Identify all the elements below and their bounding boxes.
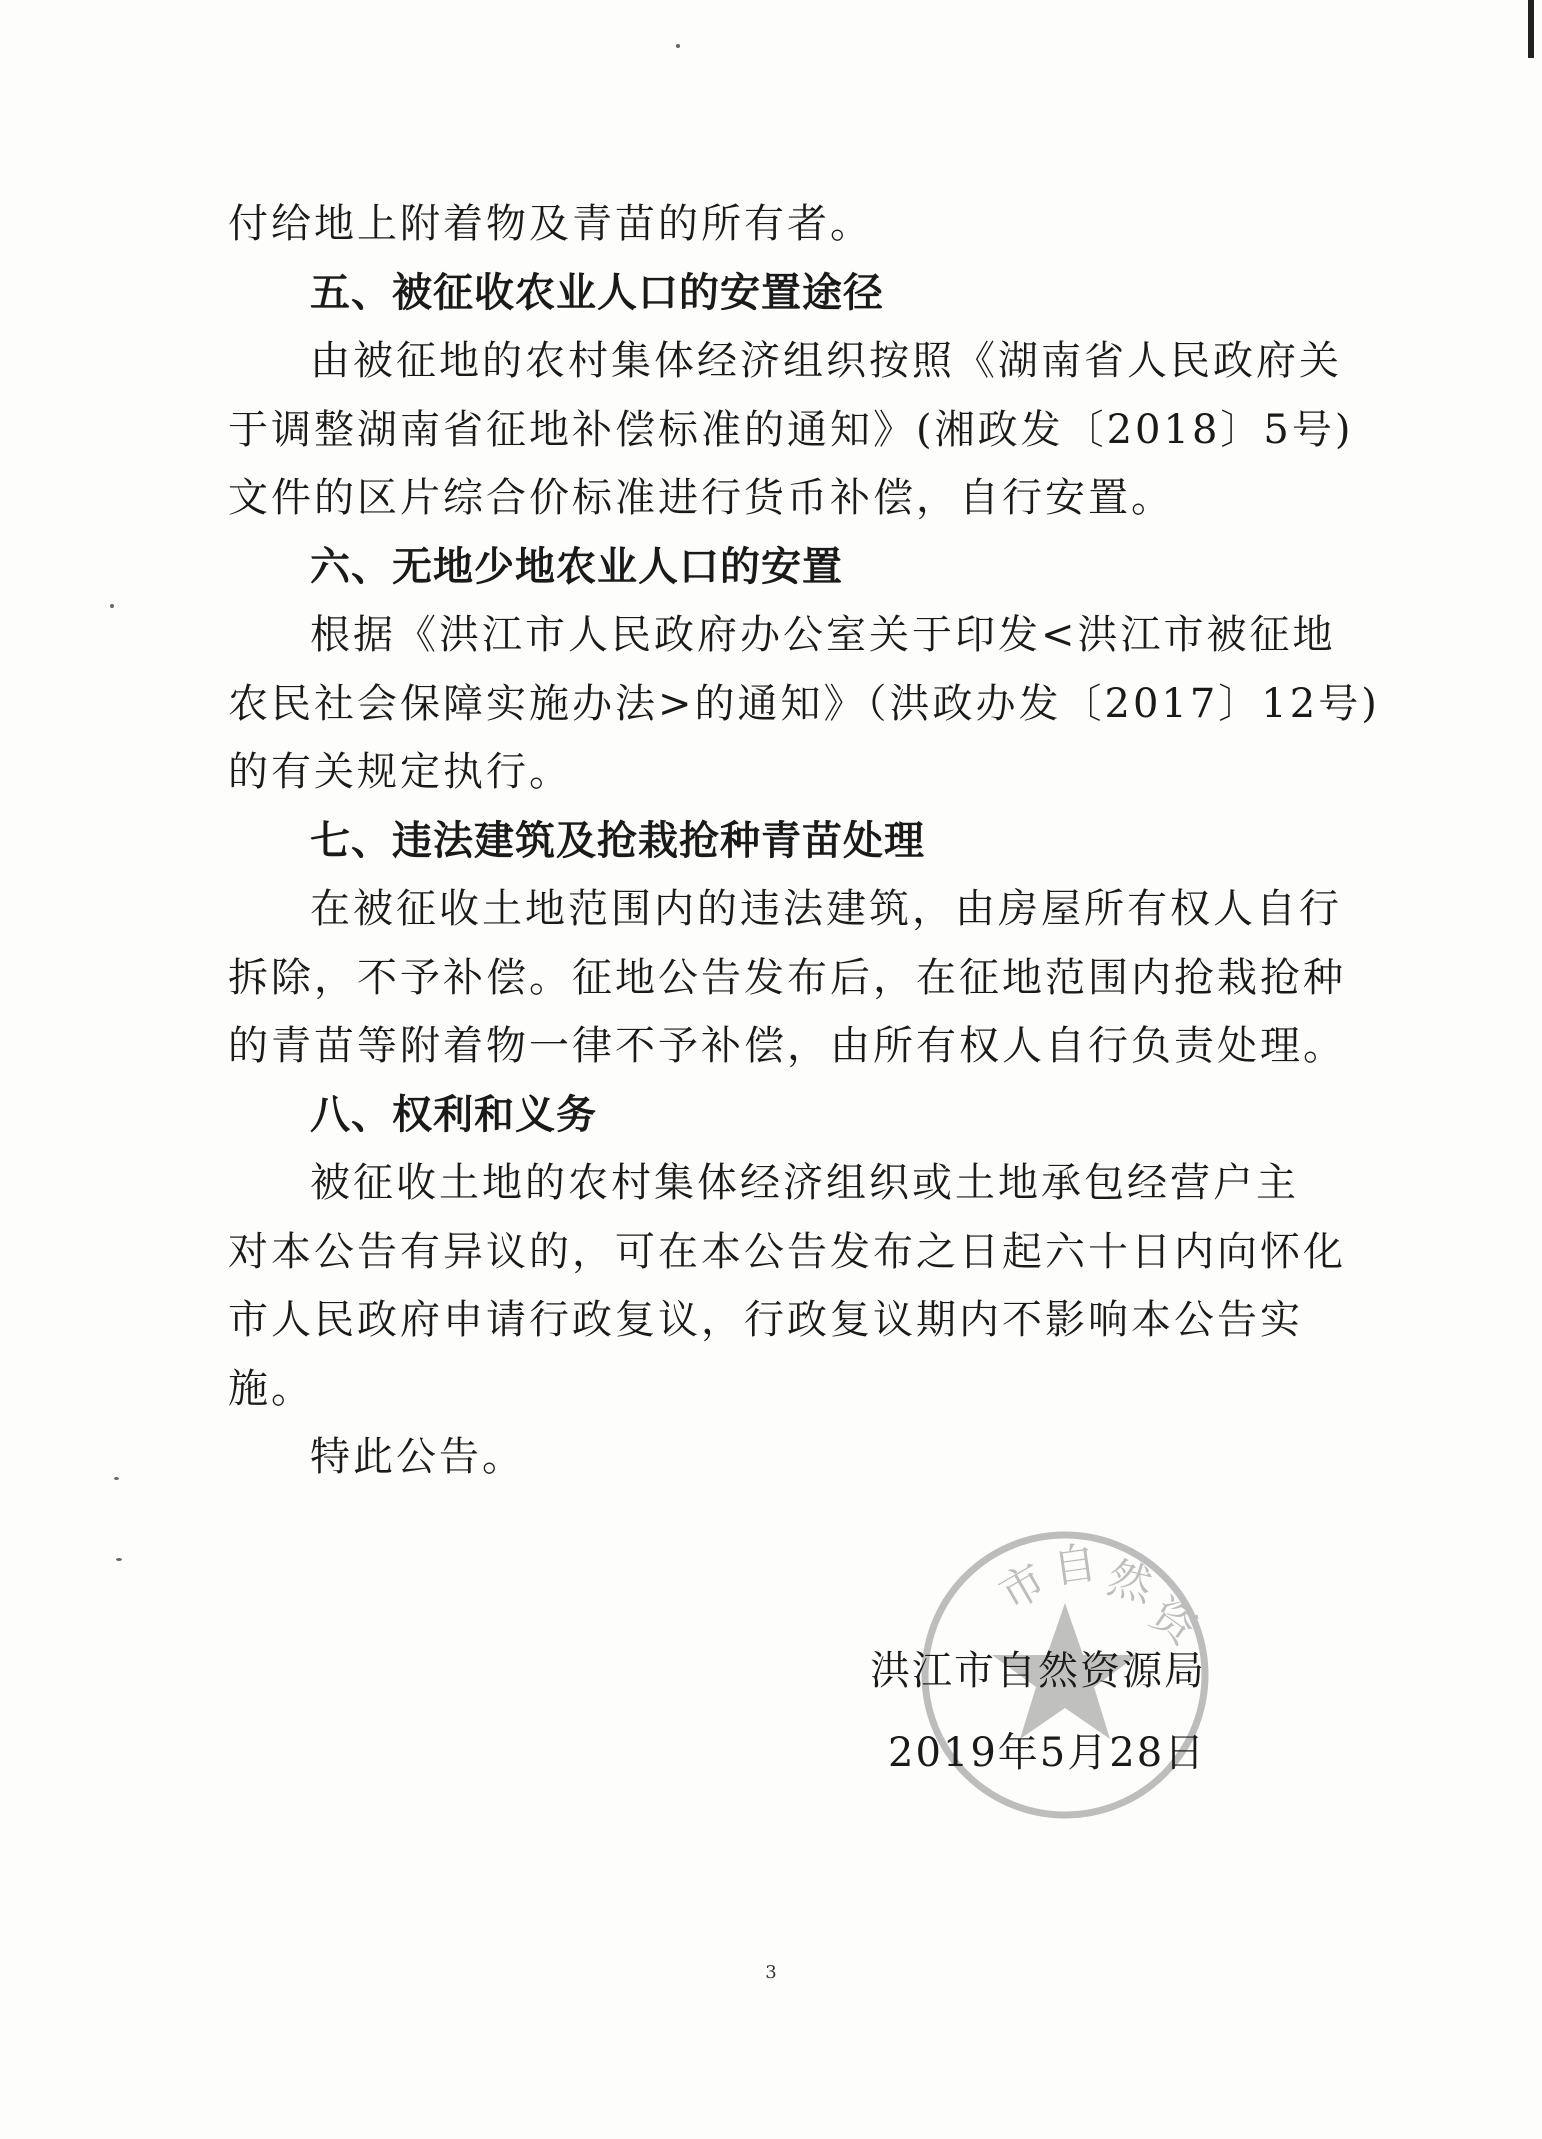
svg-text:然: 然 [1102,1552,1158,1613]
issue-date: 2019年5月28日 [888,1730,1207,1776]
section-6-line-1: 根据《洪江市人民政府办公室关于印发<洪江市被征地 [310,612,1336,658]
section-7-line-1: 在被征收土地范围内的违法建筑，由房屋所有权人自行 [310,886,1342,932]
section-heading-6: 六、无地少地农业人口的安置 [310,543,843,590]
section-heading-7: 七、违法建筑及抢栽抢种青苗处理 [310,817,925,864]
svg-text:自: 自 [1049,1537,1101,1594]
section-6-line-2: 农民社会保障实施办法>的通知》（洪政办发〔2017〕12号) [228,680,1380,727]
page-number: 3 [765,1962,777,1983]
scan-speck [676,44,680,48]
scan-speck [116,1558,122,1561]
section-7-line-3: 的青苗等附着物一律不予补偿，由所有权人自行负责处理。 [228,1023,1346,1069]
section-7-line-2: 拆除，不予补偿。征地公告发布后，在征地范围内抢栽抢种 [228,954,1346,1001]
section-5-line-1: 由被征地的农村集体经济组织按照《湖南省人民政府关 [310,338,1342,384]
section-8-line-1: 被征收土地的农村集体经济组织或土地承包经营户主 [310,1160,1299,1206]
signature-block [870,1630,1230,1794]
section-8-line-3: 市人民政府申请行政复议，行政复议期内不影响本公告实 [228,1297,1303,1343]
svg-text:市: 市 [991,1554,1055,1621]
section-heading-8: 八、权利和义务 [310,1091,597,1138]
section-5-line-3: 文件的区片综合价标准进行货币补偿，自行安置。 [228,475,1174,521]
svg-text:资: 资 [1140,1588,1206,1656]
scan-speck [114,1477,119,1480]
scan-edge-mark [1528,0,1534,58]
section-6-line-3: 的有关规定执行。 [228,749,572,795]
scan-speck [110,604,114,608]
section-8-line-2: 对本公告有异议的，可在本公告发布之日起六十日内向怀化 [228,1228,1346,1275]
section-heading-5: 五、被征收农业人口的安置途径 [310,269,884,316]
paragraph-1-line-1: 付给地上附着物及青苗的所有者。 [228,201,873,247]
section-5-line-2: 于调整湖南省征地补偿标准的通知》(湘政发〔2018〕5号) [228,406,1354,453]
closing-statement: 特此公告。 [310,1434,525,1480]
section-8-line-4: 施。 [228,1365,314,1412]
issuing-authority: 洪江市自然资源局 [870,1648,1206,1694]
document-body [228,190,1380,1492]
